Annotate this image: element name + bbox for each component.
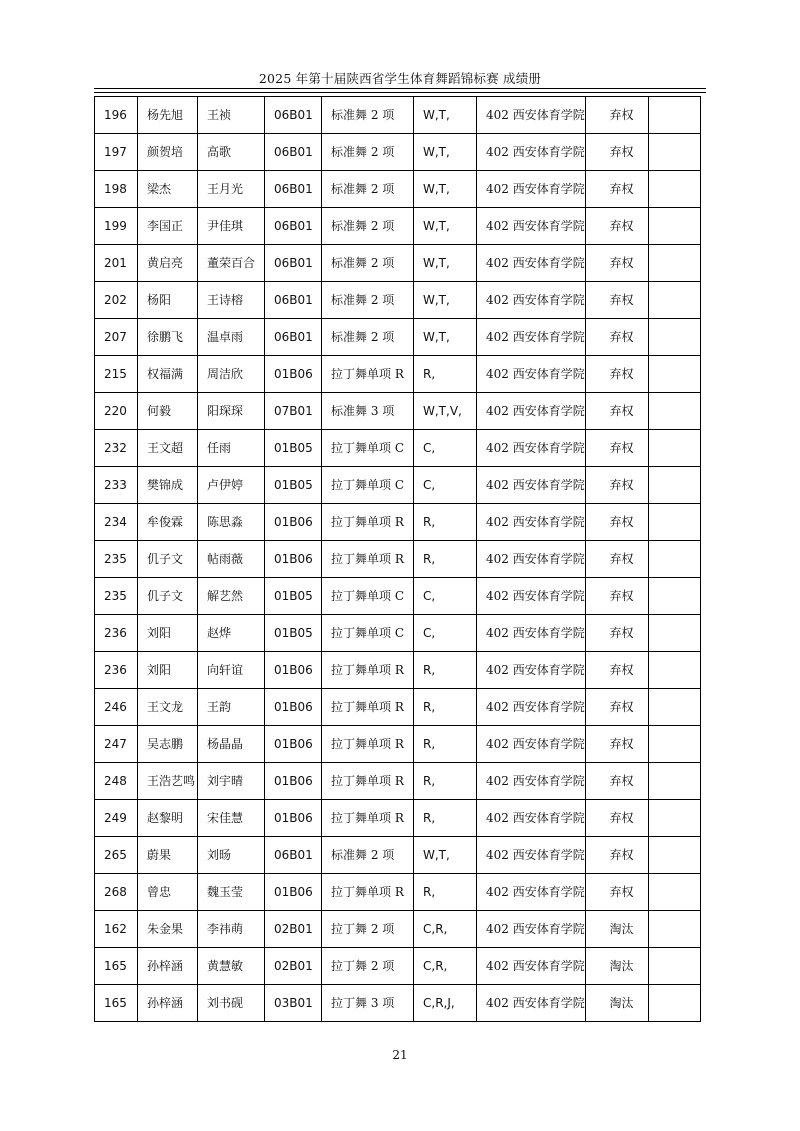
note-cell [649,97,701,134]
table-row [95,652,701,689]
result-cell: 弃权 [586,615,649,652]
note-cell [649,763,701,800]
table-row [95,208,701,245]
partner-2-name-cell: 周洁欣 [198,356,265,393]
partner-1-name-cell: 李国正 [138,208,198,245]
event-name-cell: 拉丁舞单项 R [322,356,414,393]
result-cell: 弃权 [586,171,649,208]
partner-2-name-cell: 刘旸 [198,837,265,874]
partner-2-name-cell: 王祯 [198,97,265,134]
dances-cell: R, [414,541,477,578]
event-code-cell: 01B05 [265,615,322,652]
event-name-cell: 拉丁舞单项 R [322,800,414,837]
event-code-cell: 01B06 [265,689,322,726]
school-cell: 402 西安体育学院 [477,948,586,985]
dances-cell: R, [414,726,477,763]
result-cell: 淘汰 [586,985,649,1022]
note-cell [649,208,701,245]
note-cell [649,615,701,652]
table-row [95,393,701,430]
result-cell: 弃权 [586,837,649,874]
dances-cell: R, [414,504,477,541]
event-name-cell: 拉丁舞单项 R [322,726,414,763]
partner-1-name-cell: 黄启亮 [138,245,198,282]
partner-1-name-cell: 权福满 [138,356,198,393]
dances-cell: C,R, [414,911,477,948]
competitor-number-cell: 165 [95,948,138,985]
partner-2-name-cell: 刘书砚 [198,985,265,1022]
partner-2-name-cell: 温卓雨 [198,319,265,356]
event-code-cell: 06B01 [265,837,322,874]
event-code-cell: 02B01 [265,948,322,985]
table-row [95,837,701,874]
competitor-number-cell: 249 [95,800,138,837]
competitor-number-cell: 198 [95,171,138,208]
dances-cell: R, [414,689,477,726]
competitor-number-cell: 268 [95,874,138,911]
partner-1-name-cell: 王文龙 [138,689,198,726]
partner-2-name-cell: 李祎萌 [198,911,265,948]
partner-2-name-cell: 解艺然 [198,578,265,615]
partner-1-name-cell: 孙梓涵 [138,985,198,1022]
partner-2-name-cell: 宋佳慧 [198,800,265,837]
competitor-number-cell: 246 [95,689,138,726]
dances-cell: W,T,V, [414,393,477,430]
partner-2-name-cell: 王月光 [198,171,265,208]
table-row [95,282,701,319]
result-cell: 弃权 [586,763,649,800]
table-row [95,467,701,504]
competitor-number-cell: 236 [95,652,138,689]
event-name-cell: 标准舞 2 项 [322,245,414,282]
partner-2-name-cell: 帖雨薇 [198,541,265,578]
partner-1-name-cell: 梁杰 [138,171,198,208]
partner-2-name-cell: 董荣百合 [198,245,265,282]
partner-1-name-cell: 赵黎明 [138,800,198,837]
dances-cell: C, [414,615,477,652]
note-cell [649,171,701,208]
event-name-cell: 拉丁舞 3 项 [322,985,414,1022]
note-cell [649,578,701,615]
event-name-cell: 拉丁舞单项 R [322,504,414,541]
partner-1-name-cell: 王浩艺鸣 [138,763,198,800]
event-name-cell: 拉丁舞单项 R [322,874,414,911]
note-cell [649,948,701,985]
dances-cell: R, [414,652,477,689]
note-cell [649,689,701,726]
competitor-number-cell: 202 [95,282,138,319]
event-name-cell: 标准舞 2 项 [322,171,414,208]
partner-1-name-cell: 曾忠 [138,874,198,911]
event-name-cell: 标准舞 2 项 [322,837,414,874]
school-cell: 402 西安体育学院 [477,467,586,504]
partner-2-name-cell: 赵烨 [198,615,265,652]
competitor-number-cell: 234 [95,504,138,541]
table-row [95,911,701,948]
partner-2-name-cell: 黄慧敏 [198,948,265,985]
event-code-cell: 01B05 [265,430,322,467]
dances-cell: R, [414,874,477,911]
school-cell: 402 西安体育学院 [477,541,586,578]
competitor-number-cell: 215 [95,356,138,393]
result-cell: 弃权 [586,97,649,134]
competitor-number-cell: 248 [95,763,138,800]
school-cell: 402 西安体育学院 [477,615,586,652]
result-cell: 弃权 [586,319,649,356]
school-cell: 402 西安体育学院 [477,171,586,208]
competitor-number-cell: 232 [95,430,138,467]
table-row [95,874,701,911]
result-cell: 弃权 [586,134,649,171]
table-row [95,504,701,541]
result-cell: 弃权 [586,652,649,689]
event-code-cell: 03B01 [265,985,322,1022]
event-name-cell: 拉丁舞单项 R [322,763,414,800]
partner-1-name-cell: 樊锦成 [138,467,198,504]
event-name-cell: 标准舞 2 项 [322,282,414,319]
dances-cell: C,R, [414,948,477,985]
school-cell: 402 西安体育学院 [477,282,586,319]
competitor-number-cell: 235 [95,578,138,615]
event-code-cell: 01B06 [265,541,322,578]
table-row [95,689,701,726]
partner-2-name-cell: 向轩谊 [198,652,265,689]
event-code-cell: 01B06 [265,763,322,800]
event-name-cell: 标准舞 2 项 [322,97,414,134]
dances-cell: W,T, [414,208,477,245]
note-cell [649,282,701,319]
event-code-cell: 02B01 [265,911,322,948]
partner-1-name-cell: 仉子文 [138,541,198,578]
competitor-number-cell: 247 [95,726,138,763]
results-table [94,96,701,1022]
event-name-cell: 拉丁舞单项 R [322,689,414,726]
note-cell [649,504,701,541]
event-name-cell: 标准舞 3 项 [322,393,414,430]
partner-1-name-cell: 徐鹏飞 [138,319,198,356]
note-cell [649,319,701,356]
dances-cell: W,T, [414,97,477,134]
school-cell: 402 西安体育学院 [477,874,586,911]
result-cell: 弃权 [586,430,649,467]
event-code-cell: 06B01 [265,134,322,171]
school-cell: 402 西安体育学院 [477,319,586,356]
event-code-cell: 01B06 [265,356,322,393]
event-code-cell: 01B06 [265,726,322,763]
dances-cell: C, [414,578,477,615]
school-cell: 402 西安体育学院 [477,911,586,948]
school-cell: 402 西安体育学院 [477,837,586,874]
school-cell: 402 西安体育学院 [477,689,586,726]
event-code-cell: 06B01 [265,171,322,208]
table-row [95,578,701,615]
dances-cell: C,R,J, [414,985,477,1022]
event-name-cell: 标准舞 2 项 [322,134,414,171]
note-cell [649,837,701,874]
result-cell: 弃权 [586,504,649,541]
partner-1-name-cell: 刘阳 [138,615,198,652]
competitor-number-cell: 165 [95,985,138,1022]
note-cell [649,467,701,504]
event-code-cell: 06B01 [265,319,322,356]
table-row [95,97,701,134]
header-rule-thick [94,88,706,89]
event-name-cell: 拉丁舞 2 项 [322,911,414,948]
note-cell [649,541,701,578]
result-cell: 弃权 [586,393,649,430]
event-code-cell: 01B05 [265,467,322,504]
table-row [95,245,701,282]
table-row [95,134,701,171]
result-cell: 弃权 [586,689,649,726]
partner-2-name-cell: 尹佳琪 [198,208,265,245]
school-cell: 402 西安体育学院 [477,504,586,541]
school-cell: 402 西安体育学院 [477,430,586,467]
note-cell [649,356,701,393]
dances-cell: R, [414,356,477,393]
partner-1-name-cell: 蔚果 [138,837,198,874]
result-cell: 淘汰 [586,911,649,948]
note-cell [649,726,701,763]
event-name-cell: 标准舞 2 项 [322,319,414,356]
dances-cell: R, [414,800,477,837]
event-code-cell: 06B01 [265,97,322,134]
event-code-cell: 01B06 [265,800,322,837]
partner-1-name-cell: 朱金果 [138,911,198,948]
event-name-cell: 拉丁舞单项 C [322,615,414,652]
result-cell: 弃权 [586,874,649,911]
partner-1-name-cell: 杨阳 [138,282,198,319]
competitor-number-cell: 196 [95,97,138,134]
event-name-cell: 拉丁舞单项 C [322,578,414,615]
partner-2-name-cell: 阳琛琛 [198,393,265,430]
event-code-cell: 07B01 [265,393,322,430]
partner-1-name-cell: 吴志鹏 [138,726,198,763]
competitor-number-cell: 201 [95,245,138,282]
partner-2-name-cell: 陈思淼 [198,504,265,541]
partner-1-name-cell: 仉子文 [138,578,198,615]
school-cell: 402 西安体育学院 [477,726,586,763]
dances-cell: R, [414,763,477,800]
event-name-cell: 拉丁舞单项 C [322,467,414,504]
dances-cell: C, [414,430,477,467]
partner-2-name-cell: 高歌 [198,134,265,171]
school-cell: 402 西安体育学院 [477,208,586,245]
competitor-number-cell: 197 [95,134,138,171]
partner-1-name-cell: 何毅 [138,393,198,430]
school-cell: 402 西安体育学院 [477,97,586,134]
note-cell [649,800,701,837]
table-row [95,319,701,356]
partner-2-name-cell: 杨晶晶 [198,726,265,763]
partner-2-name-cell: 刘宇晴 [198,763,265,800]
result-cell: 弃权 [586,245,649,282]
event-name-cell: 拉丁舞单项 C [322,430,414,467]
note-cell [649,245,701,282]
school-cell: 402 西安体育学院 [477,985,586,1022]
table-row [95,726,701,763]
result-cell: 弃权 [586,467,649,504]
page-number: 21 [392,1048,408,1062]
note-cell [649,430,701,467]
competitor-number-cell: 207 [95,319,138,356]
school-cell: 402 西安体育学院 [477,800,586,837]
event-code-cell: 01B06 [265,652,322,689]
table-row [95,171,701,208]
competitor-number-cell: 220 [95,393,138,430]
result-cell: 弃权 [586,282,649,319]
competitor-number-cell: 199 [95,208,138,245]
partner-1-name-cell: 刘阳 [138,652,198,689]
dances-cell: W,T, [414,282,477,319]
competitor-number-cell: 265 [95,837,138,874]
school-cell: 402 西安体育学院 [477,763,586,800]
partner-2-name-cell: 任雨 [198,430,265,467]
result-cell: 淘汰 [586,948,649,985]
note-cell [649,874,701,911]
note-cell [649,985,701,1022]
event-code-cell: 06B01 [265,282,322,319]
table-row [95,985,701,1022]
event-code-cell: 06B01 [265,245,322,282]
school-cell: 402 西安体育学院 [477,134,586,171]
table-row [95,763,701,800]
dances-cell: W,T, [414,134,477,171]
note-cell [649,911,701,948]
result-cell: 弃权 [586,578,649,615]
school-cell: 402 西安体育学院 [477,393,586,430]
partner-1-name-cell: 颜贺培 [138,134,198,171]
dances-cell: C, [414,467,477,504]
partner-2-name-cell: 卢伊婷 [198,467,265,504]
result-cell: 弃权 [586,356,649,393]
event-code-cell: 01B06 [265,504,322,541]
school-cell: 402 西安体育学院 [477,578,586,615]
result-cell: 弃权 [586,726,649,763]
school-cell: 402 西安体育学院 [477,356,586,393]
table-row [95,948,701,985]
results-table-body [95,97,701,1022]
competitor-number-cell: 235 [95,541,138,578]
table-row [95,615,701,652]
event-code-cell: 01B06 [265,874,322,911]
event-name-cell: 标准舞 2 项 [322,208,414,245]
event-name-cell: 拉丁舞 2 项 [322,948,414,985]
partner-2-name-cell: 魏玉莹 [198,874,265,911]
event-code-cell: 06B01 [265,208,322,245]
table-row [95,430,701,467]
competitor-number-cell: 233 [95,467,138,504]
table-row [95,356,701,393]
event-code-cell: 01B05 [265,578,322,615]
table-row [95,541,701,578]
result-cell: 弃权 [586,800,649,837]
competitor-number-cell: 162 [95,911,138,948]
result-cell: 弃权 [586,208,649,245]
event-name-cell: 拉丁舞单项 R [322,652,414,689]
partner-2-name-cell: 王诗榕 [198,282,265,319]
dances-cell: W,T, [414,171,477,208]
note-cell [649,393,701,430]
note-cell [649,134,701,171]
dances-cell: W,T, [414,837,477,874]
partner-1-name-cell: 杨先旭 [138,97,198,134]
competitor-number-cell: 236 [95,615,138,652]
result-cell: 弃权 [586,541,649,578]
dances-cell: W,T, [414,319,477,356]
partner-1-name-cell: 牟俊霖 [138,504,198,541]
header-rule-thin [94,92,706,93]
partner-1-name-cell: 王文超 [138,430,198,467]
partner-2-name-cell: 王韵 [198,689,265,726]
page-header: 2025 年第十届陕西省学生体育舞蹈锦标赛 成绩册 [258,71,542,86]
table-row [95,800,701,837]
note-cell [649,652,701,689]
event-name-cell: 拉丁舞单项 R [322,541,414,578]
school-cell: 402 西安体育学院 [477,245,586,282]
dances-cell: W,T, [414,245,477,282]
school-cell: 402 西安体育学院 [477,652,586,689]
partner-1-name-cell: 孙梓涵 [138,948,198,985]
